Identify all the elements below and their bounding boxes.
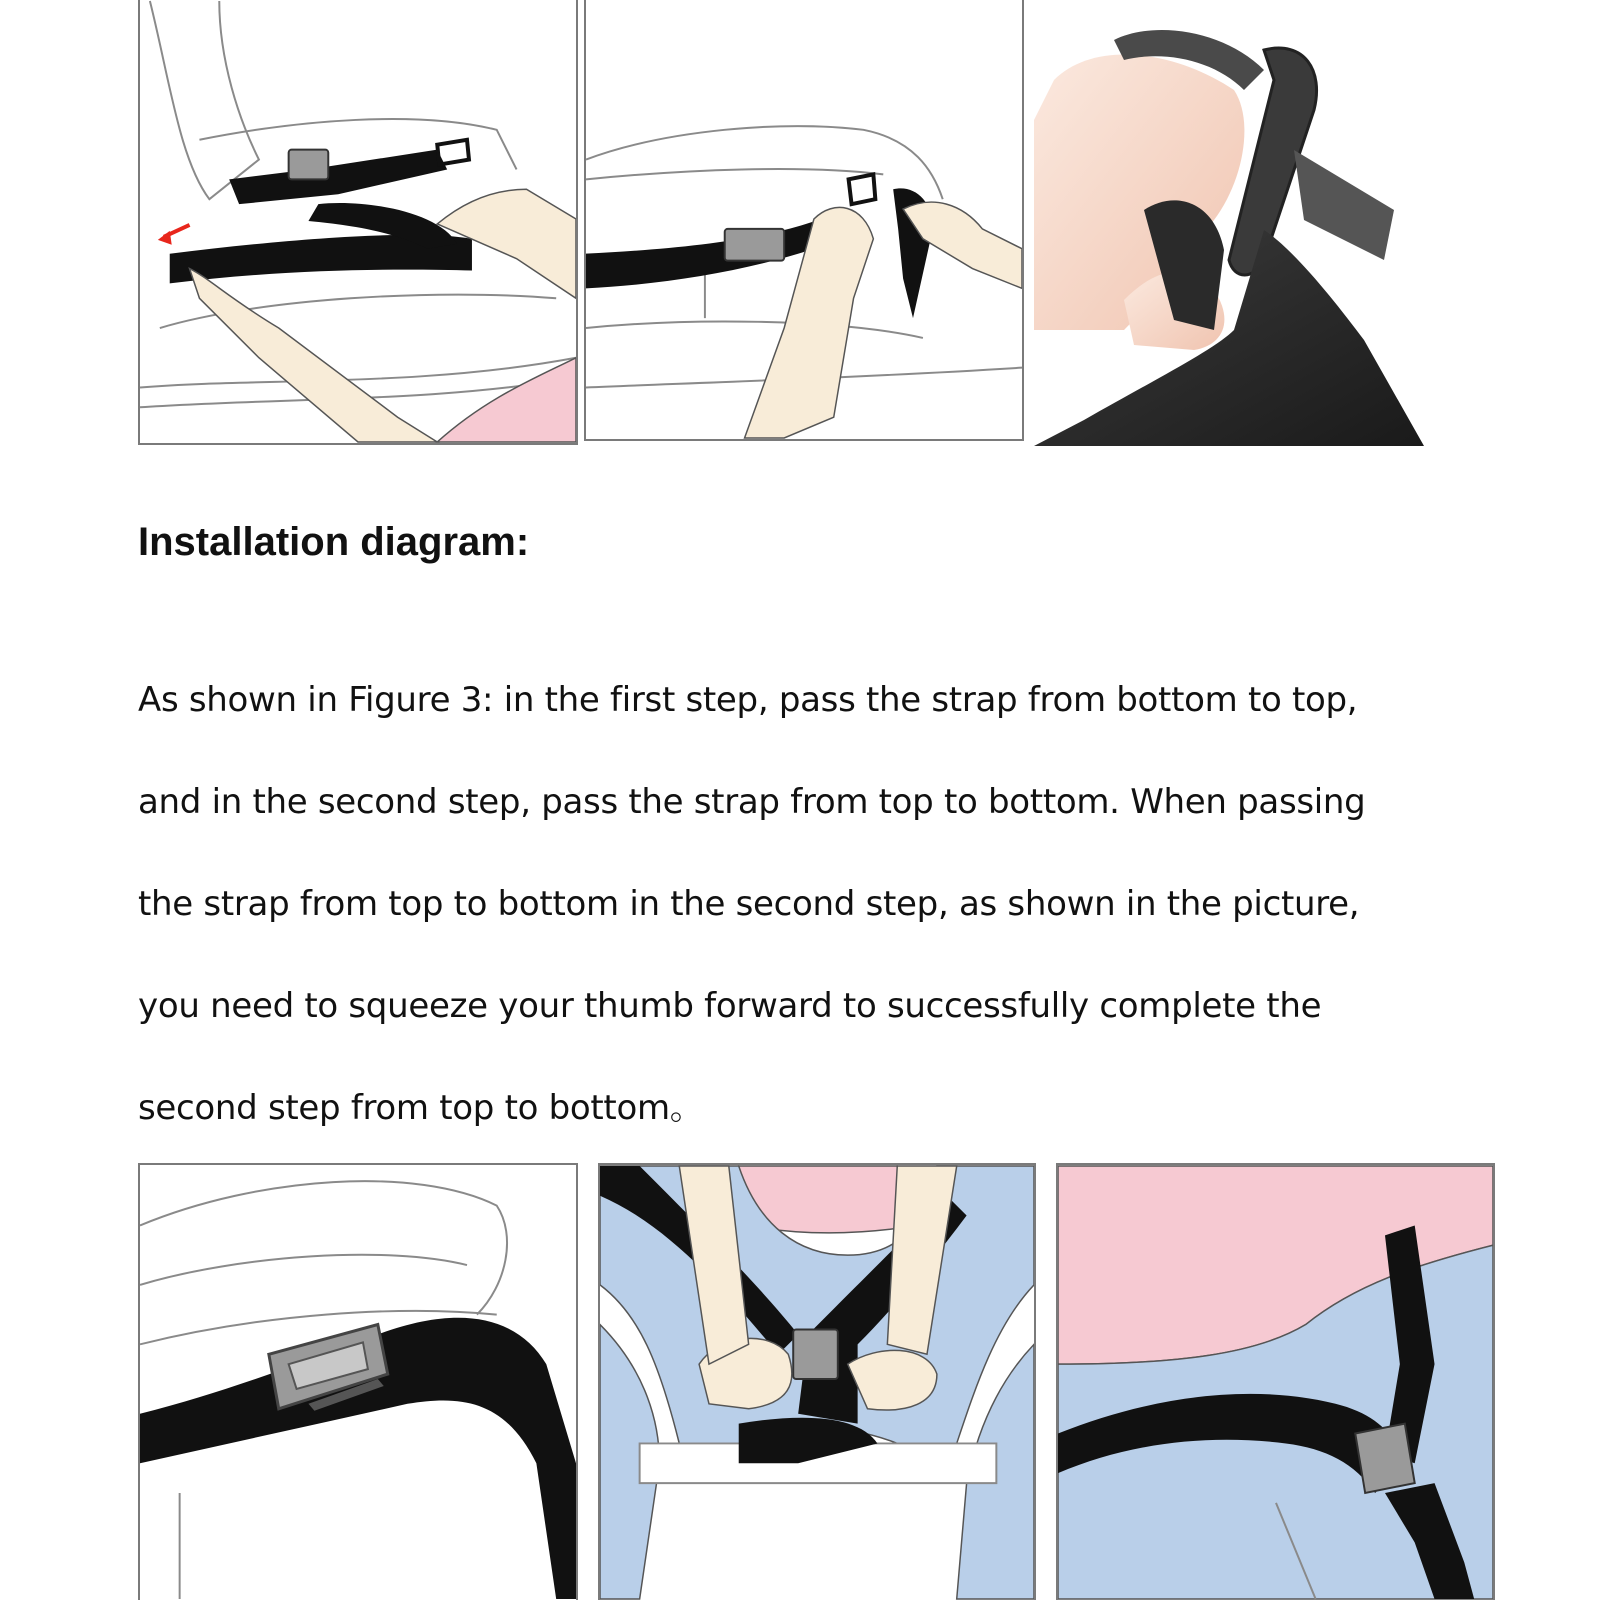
step-illustration-pull-strap [584,0,1024,441]
photo-buckle-thumb [1034,0,1446,446]
paragraph-line: the strap from top to bottom in the second step, as shown in the picture, [138,884,1360,924]
step-illustration-belt-adjusted [1056,1163,1495,1600]
seat-strap-drawing [140,0,576,443]
paragraph-line: As shown in Figure 3: in the first step, pass the strap from bottom to top, [138,680,1358,720]
paragraph-line: and in the second step, pass the strap from top to bottom. When passing [138,782,1366,822]
paragraph-line: second step from top to bottom。 [138,1088,704,1128]
paragraph-line: you need to squeeze your thumb forward to successfully complete the [138,986,1322,1026]
lap-belt-final-drawing [1058,1165,1493,1600]
step-illustration-strap-on-seat [138,1163,578,1600]
buckle-photo-drawing [1034,0,1446,446]
seat-pull-drawing [586,0,1022,439]
lap-belt-drawing [600,1165,1034,1600]
step-illustration-pull-belt-down [598,1163,1036,1600]
step-illustration-thread-strap [138,0,578,445]
instructions-paragraph [138,672,1518,1182]
section-heading: Installation diagram: [138,520,530,564]
seat-buckle-drawing [140,1165,576,1600]
